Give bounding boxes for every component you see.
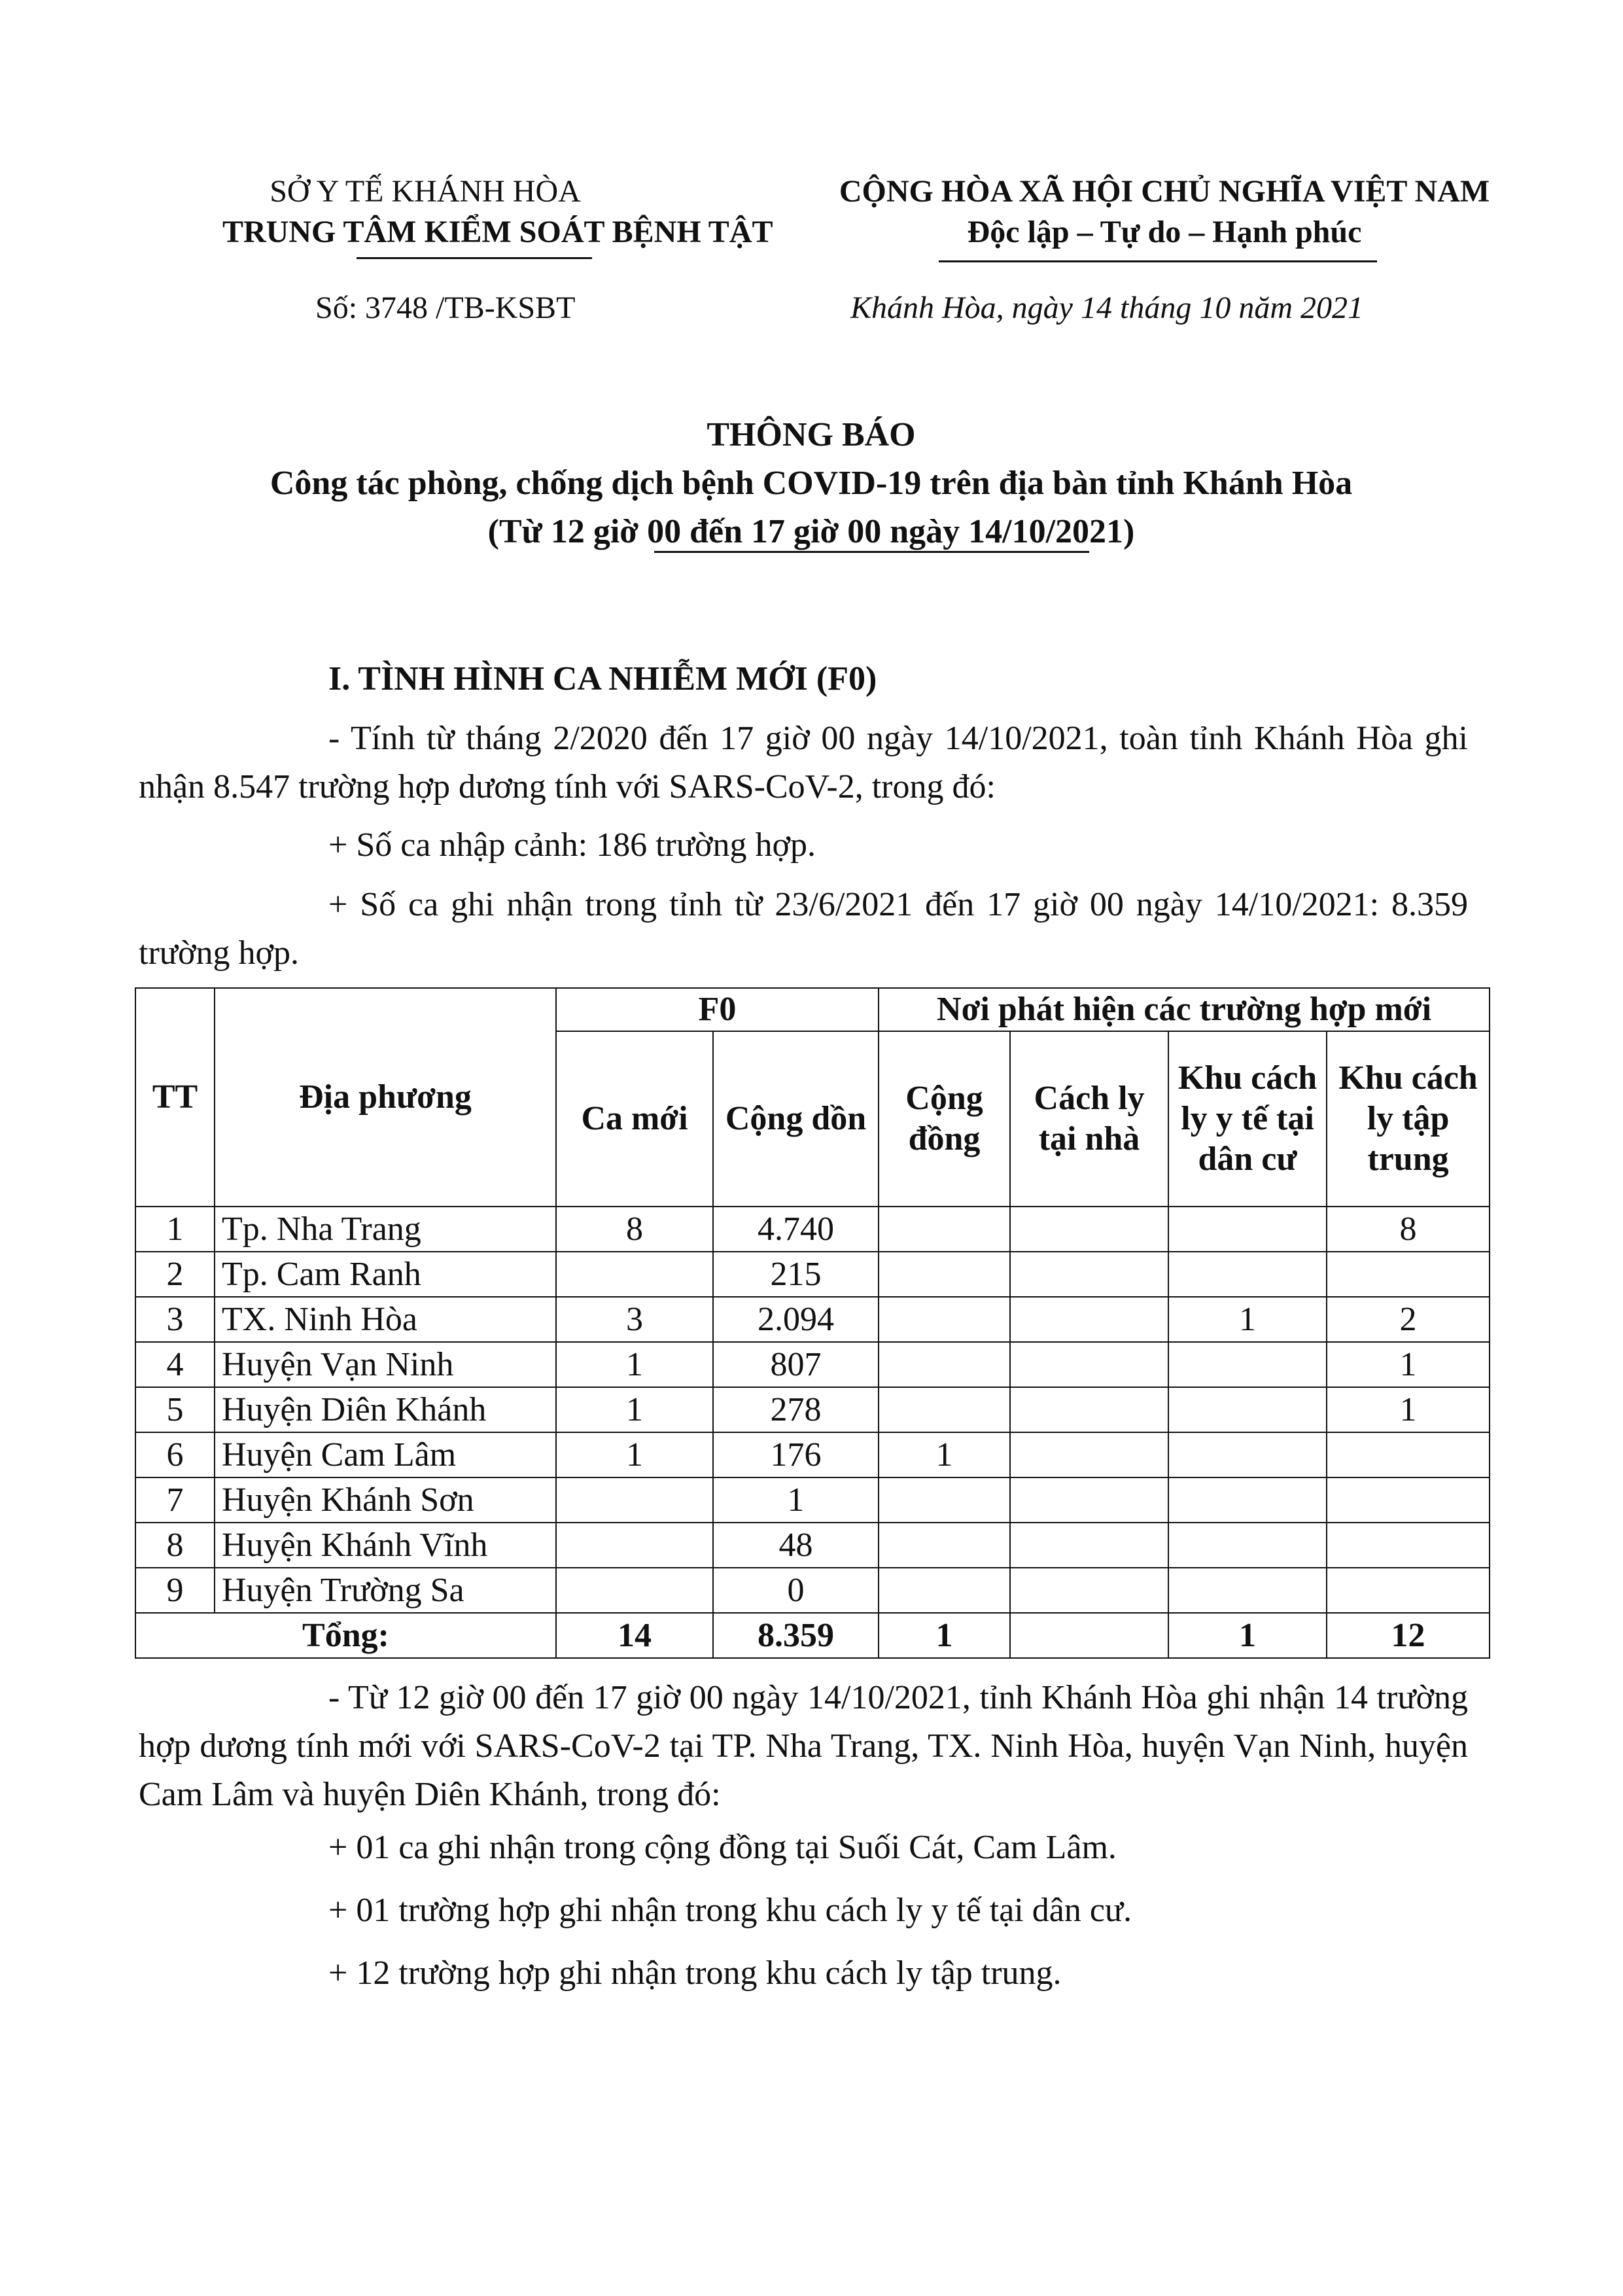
cell-tt: 9 [135,1568,215,1613]
cell-central-quarantine: 8 [1327,1207,1490,1252]
cell-locality: Tp. Nha Trang [215,1207,556,1252]
center-name: TRUNG TÂM KIỂM SOÁT BỆNH TẬT [222,215,773,249]
cell-locality: Huyện Khánh Vĩnh [215,1523,556,1568]
cell-home-isolation [1010,1432,1168,1477]
notice-subtitle: Công tác phòng, chống dịch bệnh COVID-19 trên địa bàn tỉnh Khánh Hòa [270,465,1353,502]
cell-tt: 5 [135,1387,215,1432]
cell-new-cases [556,1252,713,1297]
cell-tt: 6 [135,1432,215,1477]
paragraph-domestic [139,881,1468,978]
cell-cumulative: 176 [713,1432,879,1477]
cell-central-quarantine: 1 [1327,1342,1490,1387]
paragraph-total [139,715,1468,811]
col-header-cumulative: Cộng dồn [713,1031,879,1207]
cases-table [135,987,1490,1659]
cell-home-isolation [1010,1252,1168,1297]
cell-home-isolation [1010,1523,1168,1568]
department-name: SỞ Y TẾ KHÁNH HÒA [270,174,581,209]
cell-cumulative: 278 [713,1387,879,1432]
cell-home-isolation [1010,1477,1168,1523]
table-row [135,1568,1490,1613]
table-row [135,1523,1490,1568]
notice-period: (Từ 12 giờ 00 đến 17 giờ 00 ngày 14/10/2021) [487,513,1135,550]
paragraph-new-cases [139,1674,1468,1819]
cell-locality: Huyện Trường Sa [215,1568,556,1613]
cell-residential-quarantine [1168,1432,1327,1477]
cell-tt: 8 [135,1523,215,1568]
cell-residential-quarantine: 1 [1168,1297,1327,1342]
cell-community [879,1252,1010,1297]
col-header-residential-quarantine: Khu cách ly y tế tại dân cư [1168,1031,1327,1207]
table-row [135,1432,1490,1477]
cell-new-cases: 1 [556,1432,713,1477]
cell-cumulative: 0 [713,1568,879,1613]
cell-new-cases: 3 [556,1297,713,1342]
table-row [135,1342,1490,1387]
total-new-cases: 14 [556,1613,713,1658]
table-row [135,1387,1490,1432]
cell-cumulative: 2.094 [713,1297,879,1342]
bullet-central: + 12 trường hợp ghi nhận trong khu cách ly tập trung. [328,1954,1062,1992]
total-cumulative: 8.359 [713,1613,879,1658]
cell-tt: 4 [135,1342,215,1387]
cell-central-quarantine [1327,1432,1490,1477]
col-header-central-quarantine: Khu cách ly tập trung [1327,1031,1490,1207]
header-right-underline [939,260,1377,262]
total-residential-quarantine: 1 [1168,1613,1327,1658]
table-row [135,1297,1490,1342]
notice-title: THÔNG BÁO [707,416,916,453]
cell-locality: Huyện Cam Lâm [215,1432,556,1477]
cell-home-isolation [1010,1568,1168,1613]
cell-locality: Huyện Khánh Sơn [215,1477,556,1523]
paragraph-new-cases-text: - Từ 12 giờ 00 đến 17 giờ 00 ngày 14/10/2021, tỉnh Khánh Hòa ghi nhận 14 trường hợp dương tính mới với SARS-CoV-2 tại TP. Nha Trang, TX. Ninh Hòa, huyện Vạn Ninh, huyện Cam Lâm và huyện Diên Khánh, trong đó: [139,1679,1468,1813]
cell-central-quarantine [1327,1477,1490,1523]
cell-tt: 2 [135,1252,215,1297]
bullet-residential: + 01 trường hợp ghi nhận trong khu cách ly y tế tại dân cư. [328,1892,1132,1929]
header-left-underline [357,257,592,259]
cell-tt: 7 [135,1477,215,1523]
cell-tt: 3 [135,1297,215,1342]
cell-locality: Huyện Vạn Ninh [215,1342,556,1387]
cell-residential-quarantine [1168,1387,1327,1432]
motto: Độc lập – Tự do – Hạnh phúc [967,215,1362,249]
cell-locality: Huyện Diên Khánh [215,1387,556,1432]
total-community: 1 [879,1613,1010,1658]
total-home-isolation [1010,1613,1168,1658]
cell-cumulative: 1 [713,1477,879,1523]
cell-residential-quarantine [1168,1523,1327,1568]
cell-central-quarantine [1327,1523,1490,1568]
document-number: Số: 3748 /TB-KSBT [315,291,576,325]
cell-new-cases [556,1477,713,1523]
table-row [135,1252,1490,1297]
title-underline [654,551,1089,553]
cell-residential-quarantine [1168,1342,1327,1387]
paragraph-domestic-text: + Số ca ghi nhận trong tỉnh từ 23/6/2021 đến 17 giờ 00 ngày 14/10/2021: 8.359 trường hợp. [139,886,1468,972]
cell-community [879,1342,1010,1387]
cell-home-isolation [1010,1297,1168,1342]
cell-home-isolation [1010,1342,1168,1387]
cell-new-cases [556,1568,713,1613]
cell-cumulative: 807 [713,1342,879,1387]
cell-central-quarantine [1327,1252,1490,1297]
cell-community [879,1387,1010,1432]
cell-community [879,1207,1010,1252]
table-row [135,1207,1490,1252]
issue-date: Khánh Hòa, ngày 14 tháng 10 năm 2021 [850,291,1363,325]
cell-community [879,1523,1010,1568]
cell-new-cases: 1 [556,1342,713,1387]
cell-cumulative: 215 [713,1252,879,1297]
paragraph-imported: + Số ca nhập cảnh: 186 trường hợp. [328,826,816,864]
cell-cumulative: 4.740 [713,1207,879,1252]
cell-residential-quarantine [1168,1252,1327,1297]
cell-central-quarantine: 1 [1327,1387,1490,1432]
paragraph-total-text: - Tính từ tháng 2/2020 đến 17 giờ 00 ngày 14/10/2021, toàn tỉnh Khánh Hòa ghi nhận 8.547 trường hợp dương tính với SARS-CoV-2, trong đó: [139,720,1468,805]
header-left [222,171,773,253]
cell-new-cases: 1 [556,1387,713,1432]
cell-residential-quarantine [1168,1207,1327,1252]
col-header-home-isolation: Cách ly tại nhà [1010,1031,1168,1207]
cell-home-isolation [1010,1387,1168,1432]
total-label: Tổng: [135,1613,556,1658]
cell-residential-quarantine [1168,1477,1327,1523]
col-header-f0: F0 [556,988,879,1031]
total-row [135,1613,1490,1658]
cell-new-cases: 8 [556,1207,713,1252]
cell-locality: Tp. Cam Ranh [215,1252,556,1297]
cell-central-quarantine: 2 [1327,1297,1490,1342]
cell-residential-quarantine [1168,1568,1327,1613]
cell-cumulative: 48 [713,1523,879,1568]
col-header-community: Cộng đồng [879,1031,1010,1207]
section-heading: I. TÌNH HÌNH CA NHIỄM MỚI (F0) [328,660,877,698]
cell-tt: 1 [135,1207,215,1252]
bullet-community: + 01 ca ghi nhận trong cộng đồng tại Suối Cát, Cam Lâm. [328,1829,1117,1866]
cell-locality: TX. Ninh Hòa [215,1297,556,1342]
cell-community: 1 [879,1432,1010,1477]
title-block [131,411,1492,556]
table-row [135,1477,1490,1523]
country-name: CỘNG HÒA XÃ HỘI CHỦ NGHĨA VIỆT NAM [839,174,1490,209]
cell-community [879,1477,1010,1523]
col-header-detection-place: Nơi phát hiện các trường hợp mới [879,988,1490,1031]
cell-new-cases [556,1523,713,1568]
cell-community [879,1568,1010,1613]
cell-central-quarantine [1327,1568,1490,1613]
total-central-quarantine: 12 [1327,1613,1490,1658]
col-header-tt: TT [135,988,215,1207]
col-header-new-cases: Ca mới [556,1031,713,1207]
cell-home-isolation [1010,1207,1168,1252]
header-right [811,171,1518,253]
col-header-locality: Địa phương [215,988,556,1207]
cell-community [879,1297,1010,1342]
